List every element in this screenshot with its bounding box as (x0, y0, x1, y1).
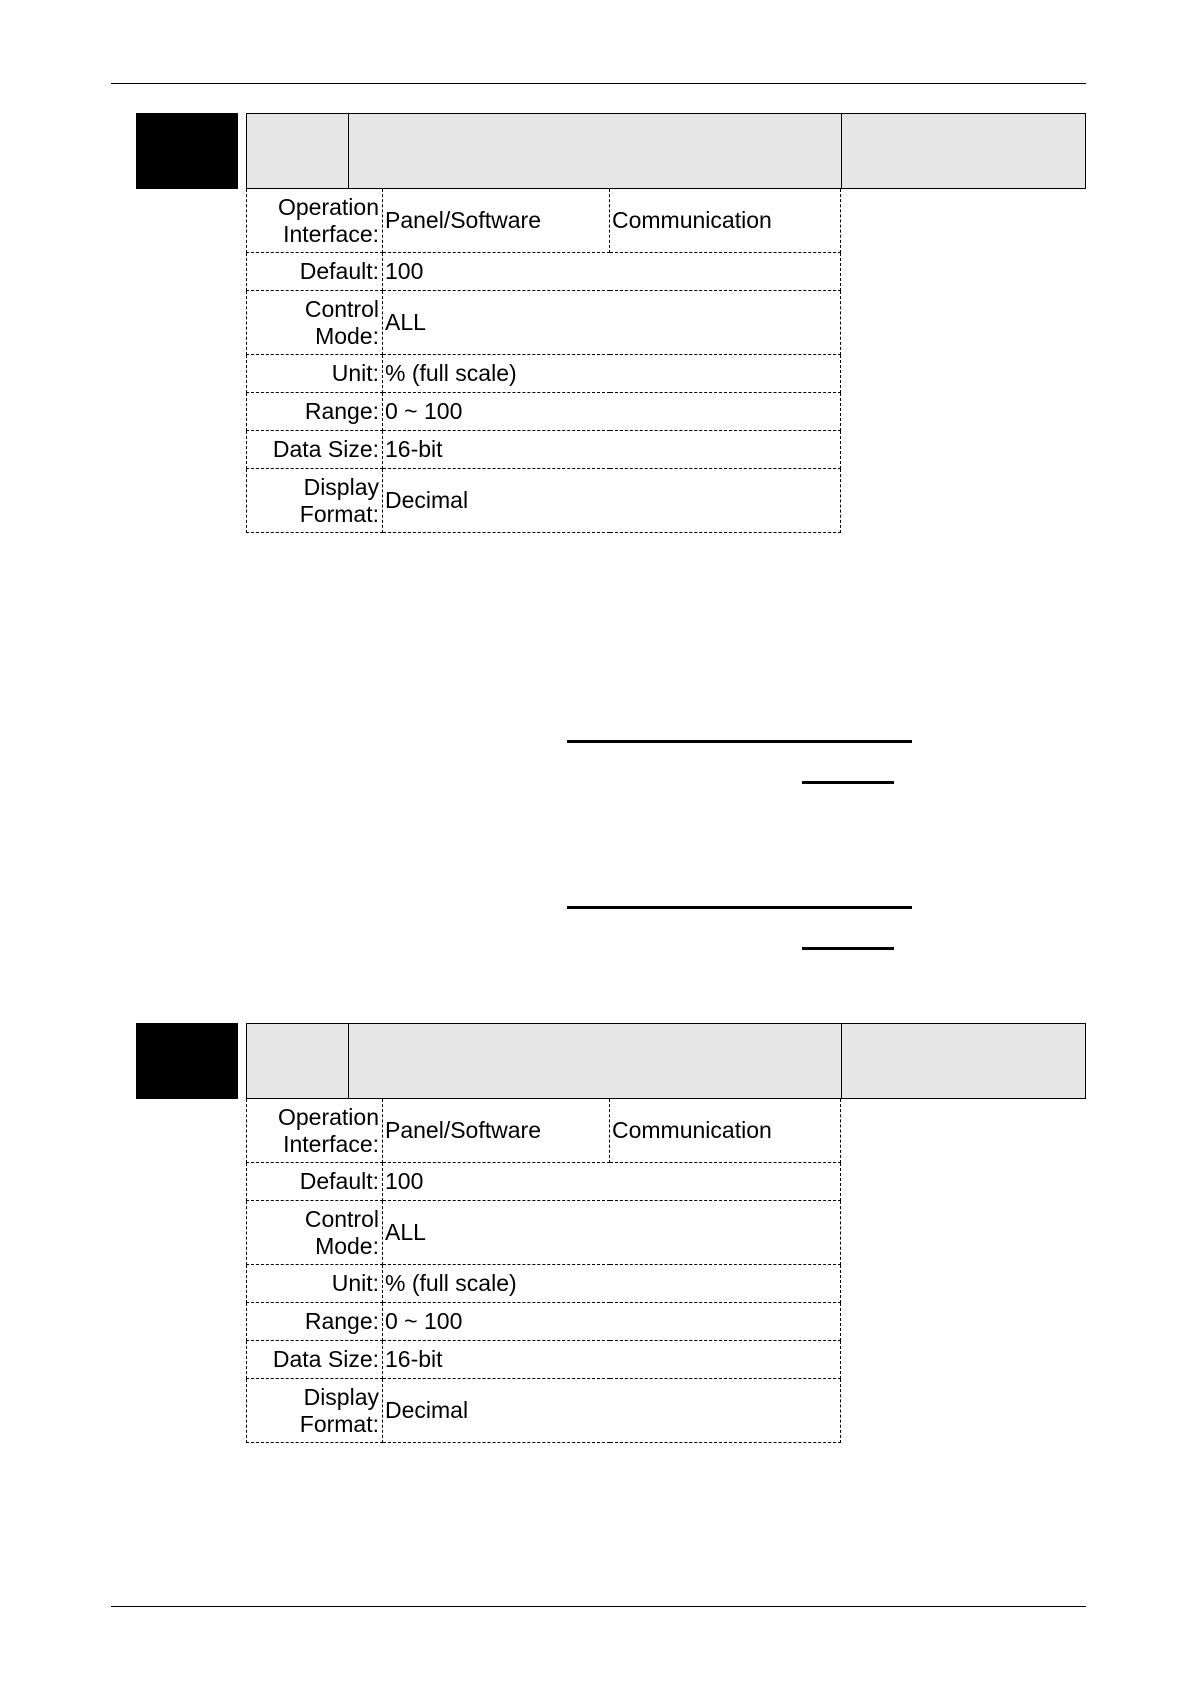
data-size-value: 16-bit (383, 431, 841, 469)
row-unit (247, 1265, 841, 1303)
row-default (247, 253, 841, 291)
row-range (247, 393, 841, 431)
row-control-mode (247, 291, 841, 355)
control-mode-label: Control Mode: (247, 1201, 383, 1265)
formula-sub-fraction-bar-2 (802, 947, 894, 950)
display-format-value: Decimal (383, 1379, 841, 1443)
parameter-attribute-table (246, 1099, 841, 1443)
parameter-block-2 (136, 1023, 1086, 1437)
data-size-value: 16-bit (383, 1341, 841, 1379)
display-format-value: Decimal (383, 469, 841, 533)
range-label: Range: (247, 1303, 383, 1341)
default-label: Default: (247, 1163, 383, 1201)
parameter-code-tab (136, 1023, 238, 1099)
unit-value: % (full scale) (383, 1265, 841, 1303)
control-mode-value: ALL (383, 1201, 841, 1265)
formula-sub-fraction-bar-1 (802, 781, 894, 784)
parameter-header-row (246, 1023, 1086, 1099)
unit-value: % (full scale) (383, 355, 841, 393)
header-rule (111, 83, 1086, 84)
parameter-header-row (246, 113, 1086, 189)
parameter-code-tab (136, 113, 238, 189)
display-format-label: Display Format: (247, 1379, 383, 1443)
operation-interface-communication: Communication (610, 189, 841, 253)
row-default (247, 1163, 841, 1201)
operation-interface-communication: Communication (610, 1099, 841, 1163)
parameter-block-1 (136, 113, 1086, 527)
row-data-size (247, 431, 841, 469)
unit-label: Unit: (247, 355, 383, 393)
row-data-size (247, 1341, 841, 1379)
operation-interface-panel: Panel/Software (383, 189, 610, 253)
operation-interface-label: Operation Interface: (247, 1099, 383, 1163)
row-display-format (247, 1379, 841, 1443)
formula-fraction-bar-2 (567, 906, 912, 909)
unit-label: Unit: (247, 1265, 383, 1303)
row-operation-interface (247, 189, 841, 253)
control-mode-label: Control Mode: (247, 291, 383, 355)
row-operation-interface (247, 1099, 841, 1163)
operation-interface-label: Operation Interface: (247, 189, 383, 253)
range-value: 0 ~ 100 (383, 393, 841, 431)
parameter-attribute-table (246, 189, 841, 533)
row-display-format (247, 469, 841, 533)
data-size-label: Data Size: (247, 1341, 383, 1379)
range-value: 0 ~ 100 (383, 1303, 841, 1341)
display-format-label: Display Format: (247, 469, 383, 533)
control-mode-value: ALL (383, 291, 841, 355)
row-range (247, 1303, 841, 1341)
row-unit (247, 355, 841, 393)
data-size-label: Data Size: (247, 431, 383, 469)
default-value: 100 (383, 253, 841, 291)
default-value: 100 (383, 1163, 841, 1201)
row-control-mode (247, 1201, 841, 1265)
default-label: Default: (247, 253, 383, 291)
operation-interface-panel: Panel/Software (383, 1099, 610, 1163)
formula-fraction-bar-1 (567, 740, 912, 743)
footer-rule (111, 1606, 1086, 1607)
range-label: Range: (247, 393, 383, 431)
